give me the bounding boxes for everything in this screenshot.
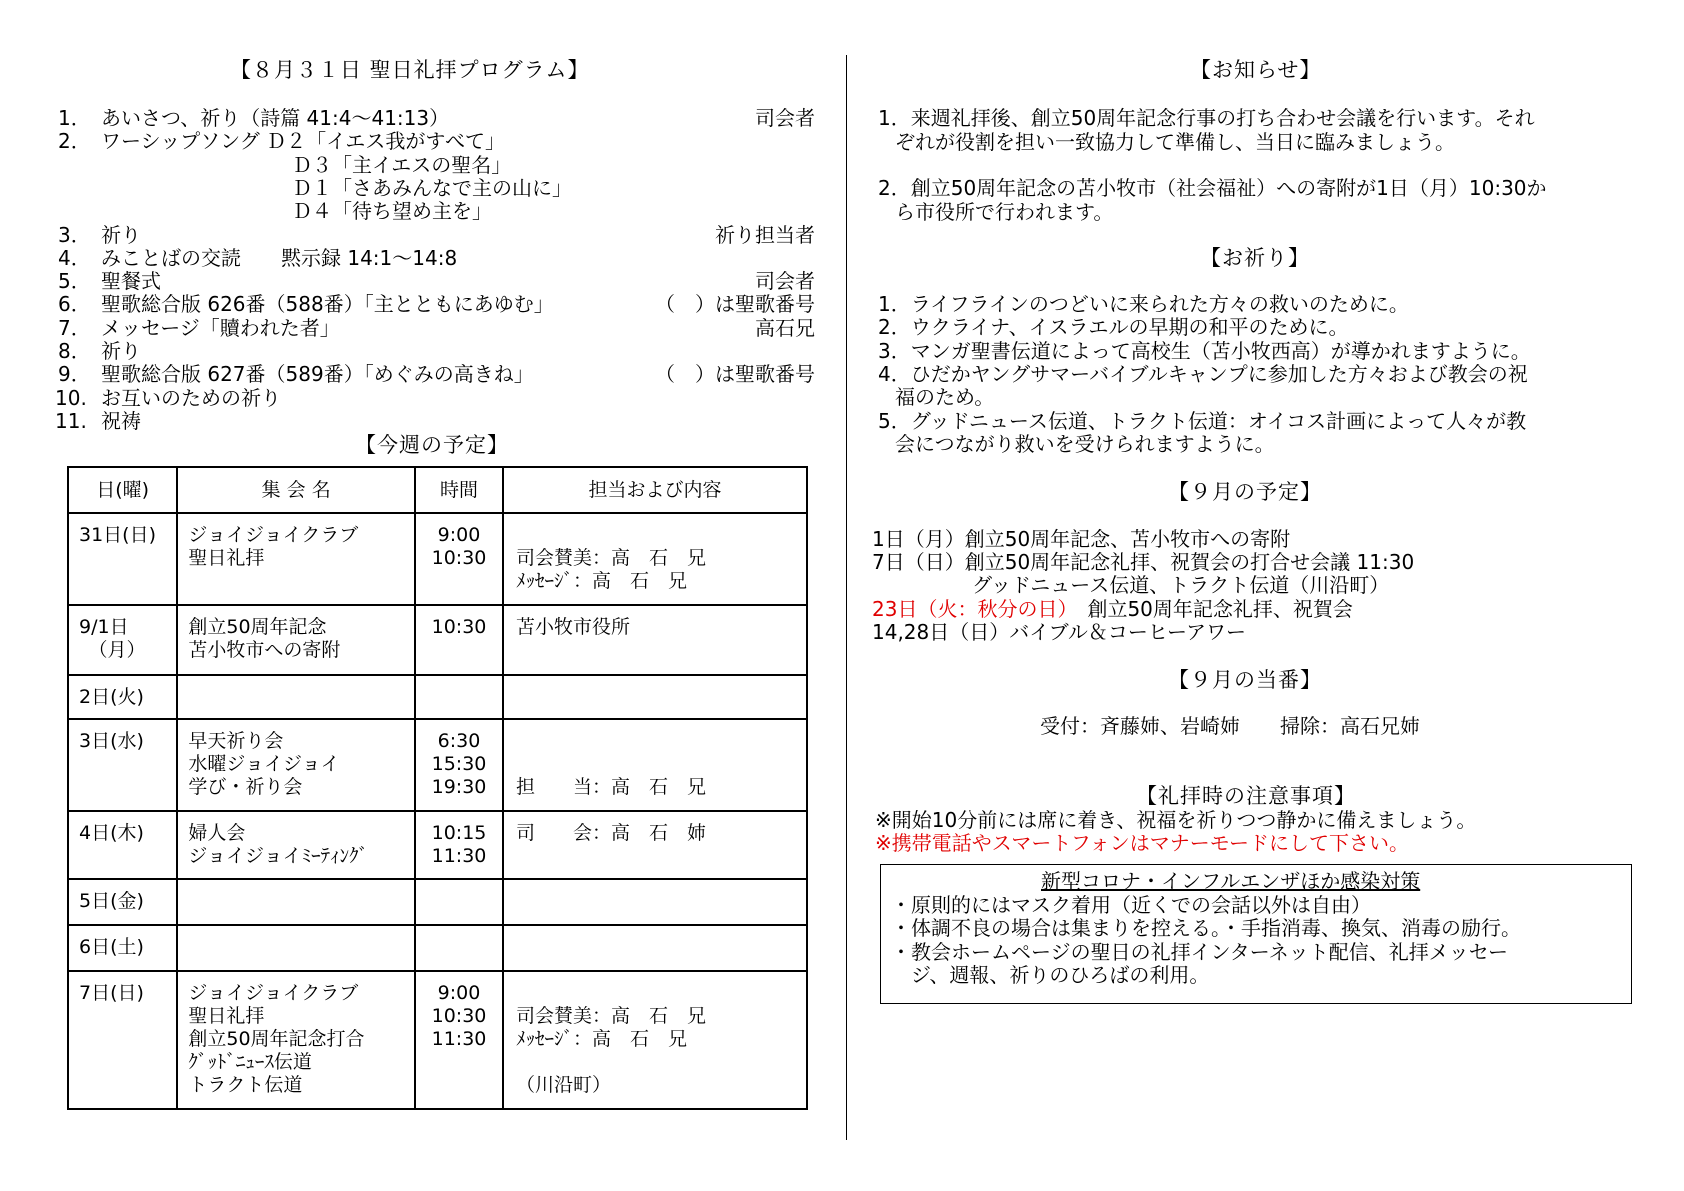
sept-schedule-item — [872, 573, 1389, 597]
sept-schedule-item — [872, 550, 1414, 574]
program-item-number: 5． — [58, 269, 91, 294]
table-cell-time-line: 6:30 — [437, 730, 481, 752]
table-cell-time — [415, 513, 503, 605]
program-item-text: Ｄ３「主イエスの聖名」 — [292, 152, 512, 177]
table-header-row — [68, 467, 807, 513]
program-title: 【８月３１日 聖日礼拝プログラム】 — [230, 58, 590, 82]
table-cell-tanto — [503, 879, 807, 925]
table-cell-name-line: 苫小牧市への寄附 — [188, 639, 341, 661]
program-item-text: メッセージ「贖われた者」 — [101, 315, 340, 340]
program-item-role: （ ）は聖歌番号 — [655, 362, 815, 387]
notice-title: 【お知らせ】 — [1190, 58, 1322, 82]
table-cell-tanto-line: 司会賛美：高 石 兄 — [516, 547, 707, 569]
table-cell-time-line: 10:30 — [431, 547, 487, 569]
program-item-text: 聖餐式 — [101, 269, 161, 294]
table-cell-name-line: 創立50周年記念打合 — [188, 1028, 365, 1050]
table-cell-tanto-line: 苫小牧市役所 — [516, 616, 631, 638]
prayer-line: 福のため。 — [895, 385, 995, 410]
table-cell-tanto-line — [516, 730, 806, 753]
program-item-number: 8． — [58, 339, 91, 363]
table-cell-day — [68, 879, 177, 925]
table-cell-day-line: 7日(日) — [79, 982, 144, 1004]
header-name: 集 会 名 — [177, 467, 415, 513]
table-cell-time-line: 11:30 — [431, 845, 487, 867]
table-row — [68, 513, 807, 605]
table-cell-tanto-line — [516, 982, 806, 1005]
infection-box-line: ジ、週報、祈りのひろばの利用。 — [891, 962, 1210, 987]
caution-line-2: ※携帯電話やスマートフォンはマナーモードにして下さい。 — [875, 831, 1409, 855]
program-item-text: Ｄ１「さあみんなで主の山に」 — [292, 175, 572, 200]
table-cell-time-line: 10:15 — [431, 822, 487, 844]
program-item-text: 祝祷 — [101, 408, 141, 433]
sept-schedule-title: 【９月の予定】 — [1168, 480, 1322, 504]
table-cell-time-line: 9:00 — [437, 524, 481, 546]
table-cell-time — [415, 971, 503, 1109]
prayer-title: 【お祈り】 — [1200, 246, 1310, 270]
infection-measures-box — [880, 864, 1632, 1004]
sept-item-text: 7日（日）創立50周年記念礼拝、祝賀会の打合せ会議 11:30 — [872, 550, 1415, 575]
table-cell-day — [68, 811, 177, 879]
table-row — [68, 971, 807, 1109]
table-cell-time — [415, 925, 503, 971]
table-cell-name-line: 聖日礼拝 — [188, 1005, 265, 1027]
table-cell-name — [177, 605, 415, 675]
table-cell-name — [177, 719, 415, 811]
table-cell-tanto-line — [516, 753, 806, 776]
table-cell-name — [177, 811, 415, 879]
table-row — [68, 605, 807, 675]
sept-schedule-item — [872, 597, 1353, 621]
program-item-text: 聖歌総合版 627番（589番）「めぐみの高きね」 — [101, 362, 534, 387]
program-item-number: 4． — [58, 245, 91, 270]
table-cell-day — [68, 971, 177, 1109]
week-schedule-table — [67, 466, 808, 1110]
table-cell-tanto-line: （川沿町） — [516, 1074, 612, 1096]
program-item-number: 7． — [58, 315, 91, 340]
prayer-line: 会につながり救いを受けられますように。 — [895, 431, 1275, 456]
sept-schedule-item — [872, 620, 1246, 644]
sept-item-text: 1日（月）創立50周年記念、苫小牧市への寄附 — [872, 527, 1291, 551]
table-cell-time — [415, 719, 503, 811]
table-cell-name-line: 学び・祈り会 — [188, 776, 303, 798]
program-item-role: 司会者 — [755, 106, 815, 130]
table-cell-name-line: ジョイジョイﾐｰﾃｨﾝｸﾞ — [188, 845, 369, 867]
table-cell-tanto-line: 司会賛美：高 石 兄 — [516, 1005, 707, 1027]
prayer-line: 4．ひだかヤングサマーバイブルキャンプに参加した方々および教会の祝 — [878, 361, 1528, 386]
table-row — [68, 925, 807, 971]
sept-schedule-item — [872, 527, 1290, 551]
table-cell-day-line: 3日(水) — [79, 730, 144, 752]
table-cell-day-line: （月） — [79, 639, 146, 661]
table-cell-time — [415, 811, 503, 879]
header-time: 時間 — [415, 467, 503, 513]
table-cell-time — [415, 675, 503, 719]
program-item-number: 2． — [58, 129, 91, 154]
table-cell-tanto-line — [516, 524, 806, 547]
program-item-role: 司会者 — [755, 269, 815, 294]
header-day: 日(曜) — [68, 467, 177, 513]
sept-duty-title: 【９月の当番】 — [1168, 668, 1322, 692]
table-cell-day-line: 4日(木) — [79, 822, 144, 844]
notice-line: ら市役所で行われます。 — [895, 199, 1114, 224]
table-row — [68, 879, 807, 925]
table-cell-day-line: 5日(金) — [79, 890, 144, 912]
table-cell-day — [68, 719, 177, 811]
week-schedule-title: 【今週の予定】 — [355, 433, 509, 457]
table-cell-name — [177, 925, 415, 971]
infection-box-line: ・教会ホームページの聖日の礼拝インターネット配信、礼拝メッセー — [891, 939, 1508, 964]
table-cell-tanto-line: 担 当：高 石 兄 — [516, 776, 707, 798]
table-cell-name — [177, 513, 415, 605]
program-item-role: 高石兄 — [755, 315, 815, 340]
program-item-role: 祈り担当者 — [715, 222, 815, 247]
table-cell-day-line: 6日(土) — [79, 936, 144, 958]
table-cell-day — [68, 925, 177, 971]
table-cell-tanto-line: 司 会：高 石 姉 — [516, 822, 707, 844]
table-cell-tanto — [503, 675, 807, 719]
program-item-number: 6． — [58, 292, 91, 317]
table-cell-tanto — [503, 719, 807, 811]
table-cell-day — [68, 675, 177, 719]
prayer-line: 5．グッドニュース伝道、トラクト伝道：オイコス計画によって人々が教 — [878, 408, 1527, 433]
infection-box-title: 新型コロナ・インフルエンザほか感染対策 — [1041, 869, 1421, 893]
notice-line: 1．来週礼拝後、創立50周年記念行事の打ち合わせ会議を行います。それ — [878, 106, 1535, 130]
program-item-text: 祈り — [101, 339, 141, 363]
program-item-text: Ｄ４「待ち望め主を」 — [292, 199, 492, 224]
table-cell-time-line: 10:30 — [431, 1005, 487, 1027]
table-cell-name — [177, 879, 415, 925]
notice-line: ぞれが役割を担い一致協力して準備し、当日に臨みましょう。 — [895, 129, 1455, 154]
program-item-text: あいさつ、祈り（詩篇 41:4～41:13） — [101, 106, 450, 130]
table-cell-name-line: 聖日礼拝 — [188, 547, 265, 569]
program-item-number: 10. — [55, 385, 87, 410]
table-cell-name-line: 早天祈り会 — [188, 730, 284, 752]
prayer-line: 2．ウクライナ、イスラエルの早期の和平のために。 — [878, 315, 1349, 340]
program-item-text: 祈り — [101, 222, 141, 247]
table-cell-name — [177, 675, 415, 719]
caution-line-1: ※開始10分前には席に着き、祝福を祈りつつ静かに備えましょう。 — [875, 808, 1477, 832]
program-item-text: お互いのための祈り — [101, 385, 281, 410]
column-divider — [846, 55, 847, 1140]
table-cell-name-line: 水曜ジョイジョイ — [188, 753, 340, 775]
table-cell-time-line: 19:30 — [431, 776, 487, 798]
prayer-line: 3．マンガ聖書伝道によって高校生（苫小牧西高）が導かれますように。 — [878, 338, 1531, 363]
table-cell-name-line: ジョイジョイクラブ — [188, 982, 359, 1004]
table-cell-tanto-line: ﾒｯｾｰｼﾞ：高 石 兄 — [516, 1028, 688, 1050]
infection-box-line: ・原則的にはマスク着用（近くでの会話以外は自由） — [891, 893, 1371, 917]
program-item-text: ワーシップソング Ｄ２「イエス我がすべて」 — [101, 129, 505, 154]
sept-item-text: グッドニュース伝道、トラクト伝道（川沿町） — [872, 573, 1390, 598]
table-cell-time-line: 10:30 — [431, 616, 487, 638]
table-cell-tanto — [503, 925, 807, 971]
program-item-number: 11. — [55, 408, 87, 433]
program-item-role: （ ）は聖歌番号 — [655, 292, 815, 317]
prayer-line: 1．ライフラインのつどいに来られた方々の救いのために。 — [878, 292, 1409, 316]
table-cell-day-line: 2日(火) — [79, 686, 144, 708]
table-cell-tanto-line — [516, 1051, 806, 1074]
table-cell-name-line: 婦人会 — [188, 822, 246, 844]
notice-line: 2．創立50周年記念の苫小牧市（社会福祉）への寄附が1日（月）10:30か — [878, 176, 1547, 200]
program-item-text: 聖歌総合版 626番（588番）「主とともにあゆむ」 — [101, 292, 554, 317]
table-cell-time — [415, 605, 503, 675]
sept-item-text: 14,28日（日）バイブル＆コーヒーアワー — [872, 619, 1247, 644]
table-cell-name-line: ｸﾞｯﾄﾞﾆｭｰｽ伝道 — [188, 1051, 312, 1073]
table-row — [68, 719, 807, 811]
table-cell-tanto — [503, 513, 807, 605]
table-cell-tanto — [503, 971, 807, 1109]
sept-duty-text: 受付：斉藤姉、岩崎姉 掃除：高石兄姉 — [1040, 714, 1420, 738]
table-cell-tanto-line: ﾒｯｾｰｼﾞ：高 石 兄 — [516, 570, 688, 592]
table-cell-day — [68, 513, 177, 605]
sept-item-text: 創立50周年記念礼拝、祝賀会 — [1067, 596, 1353, 621]
table-cell-tanto — [503, 605, 807, 675]
table-cell-name-line: ジョイジョイクラブ — [188, 524, 359, 546]
table-cell-time — [415, 879, 503, 925]
table-cell-day-line: 31日(日) — [79, 524, 157, 546]
table-cell-day-line: 9/1日 — [79, 616, 129, 638]
table-cell-name-line: トラクト伝道 — [188, 1074, 303, 1096]
table-row — [68, 811, 807, 879]
table-cell-name-line: 創立50周年記念 — [188, 616, 327, 638]
table-cell-day — [68, 605, 177, 675]
caution-title: 【礼拝時の注意事項】 — [1136, 784, 1356, 808]
program-item-number: 9． — [58, 362, 91, 387]
table-cell-tanto — [503, 811, 807, 879]
program-item-number: 3． — [58, 222, 91, 247]
table-row — [68, 675, 807, 719]
program-item-text: みことばの交読 黙示録 14:1～14:8 — [101, 245, 458, 270]
infection-box-line: ・体調不良の場合は集まりを控える。・手指消毒、換気、消毒の励行。 — [891, 916, 1521, 941]
table-cell-time-line: 9:00 — [437, 982, 481, 1004]
sept-holiday: 23日（火：秋分の日） — [872, 596, 1068, 621]
table-cell-name — [177, 971, 415, 1109]
table-cell-time-line: 15:30 — [431, 753, 487, 775]
program-item-number: 1． — [58, 106, 91, 130]
table-cell-time-line: 11:30 — [431, 1028, 487, 1050]
header-tanto: 担当および内容 — [503, 467, 807, 513]
